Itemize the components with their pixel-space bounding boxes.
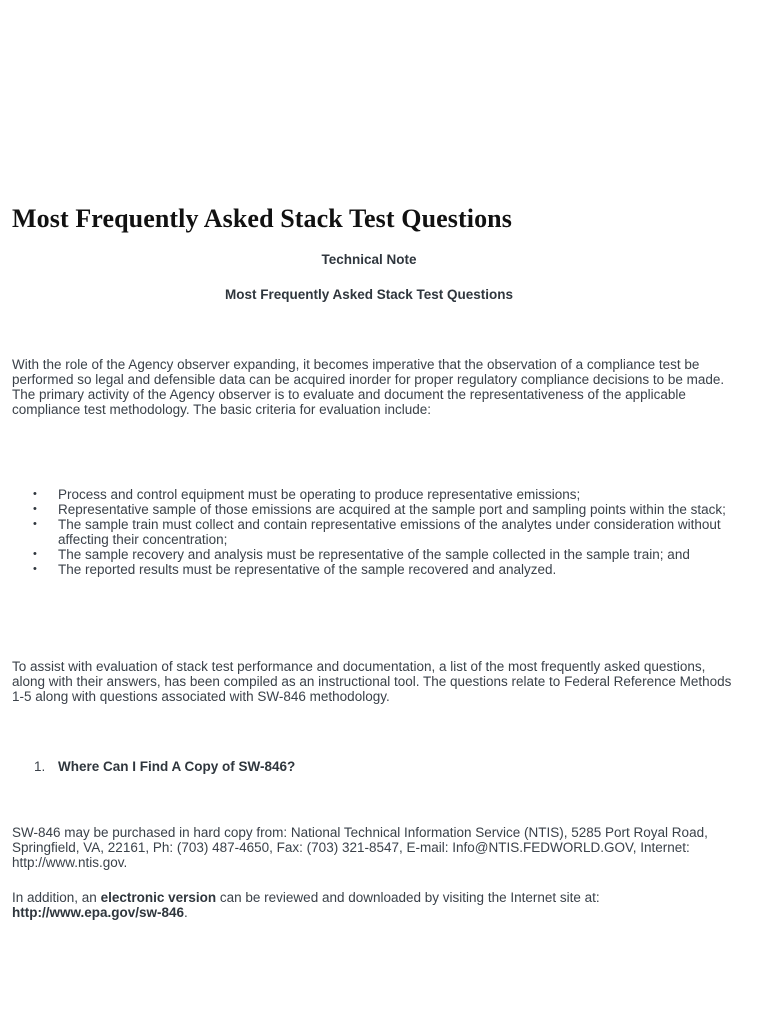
technical-note-heading: Technical Note <box>321 252 417 267</box>
question-number: 1. <box>34 759 46 774</box>
page-title: Most Frequently Asked Stack Test Questions <box>12 204 512 233</box>
bullet-icon: • <box>33 488 37 500</box>
bullet-icon: • <box>33 563 37 575</box>
list-item-text: The reported results must be representative of the sample recovered and analyzed. <box>58 562 557 577</box>
list-item <box>12 502 732 517</box>
answer-paragraph: SW-846 may be purchased in hard copy from: National Technical Information Service (NTIS), 5285 Port Royal Road, Springfield, VA, 22161, Ph: (703) 487-4650, Fax: (703) 321-8547, E-mail: Info@NTIS.FEDWORLD.GOV, Internet: http://www.ntis.gov. <box>12 825 708 870</box>
criteria-list <box>12 487 732 577</box>
bullet-icon: • <box>33 518 37 530</box>
electronic-version-emphasis: electronic version <box>100 890 217 905</box>
sw846-link[interactable]: http://www.epa.gov/sw-846 <box>12 905 185 920</box>
bullet-icon: • <box>33 503 37 515</box>
list-item <box>12 547 732 562</box>
bullet-icon: • <box>33 548 37 560</box>
list-item-text: Process and control equipment must be operating to produce representative emissions; <box>58 487 581 502</box>
list-item <box>12 562 732 577</box>
assist-paragraph: To assist with evaluation of stack test performance and documentation, a list of the most frequently asked questions, along with their answers, has been compiled as an instructional tool. The questions relate to Federal Reference Methods 1-5 along with questions associated with SW-846 methodology. <box>12 659 732 704</box>
electronic-version-paragraph <box>12 890 732 920</box>
list-item-text: The sample train must collect and contain representative emissions of the analytes under consideration without affecting their concentration; <box>58 517 721 547</box>
document-subtitle: Most Frequently Asked Stack Test Questions <box>224 287 514 302</box>
electronic-suffix: . <box>184 905 188 920</box>
list-item-text: Representative sample of those emissions are acquired at the sample port and sampling points within the stack; <box>58 502 726 517</box>
electronic-prefix: In addition, an <box>12 890 101 905</box>
question-1 <box>34 759 295 774</box>
list-item <box>12 517 732 547</box>
intro-paragraph: With the role of the Agency observer expanding, it becomes imperative that the observation of a compliance test be performed so legal and defensible data can be acquired inorder for proper regulatory compliance decisions to be made. The primary activity of the Agency observer is to evaluate and document the representativeness of the applicable compliance test methodology. The basic criteria for evaluation include: <box>12 357 725 417</box>
list-item <box>12 487 732 502</box>
list-item-text: The sample recovery and analysis must be representative of the sample collected in the sample train; and <box>58 547 690 562</box>
electronic-middle: can be reviewed and downloaded by visiting the Internet site at: <box>216 890 600 905</box>
question-text: Where Can I Find A Copy of SW-846? <box>58 759 296 774</box>
